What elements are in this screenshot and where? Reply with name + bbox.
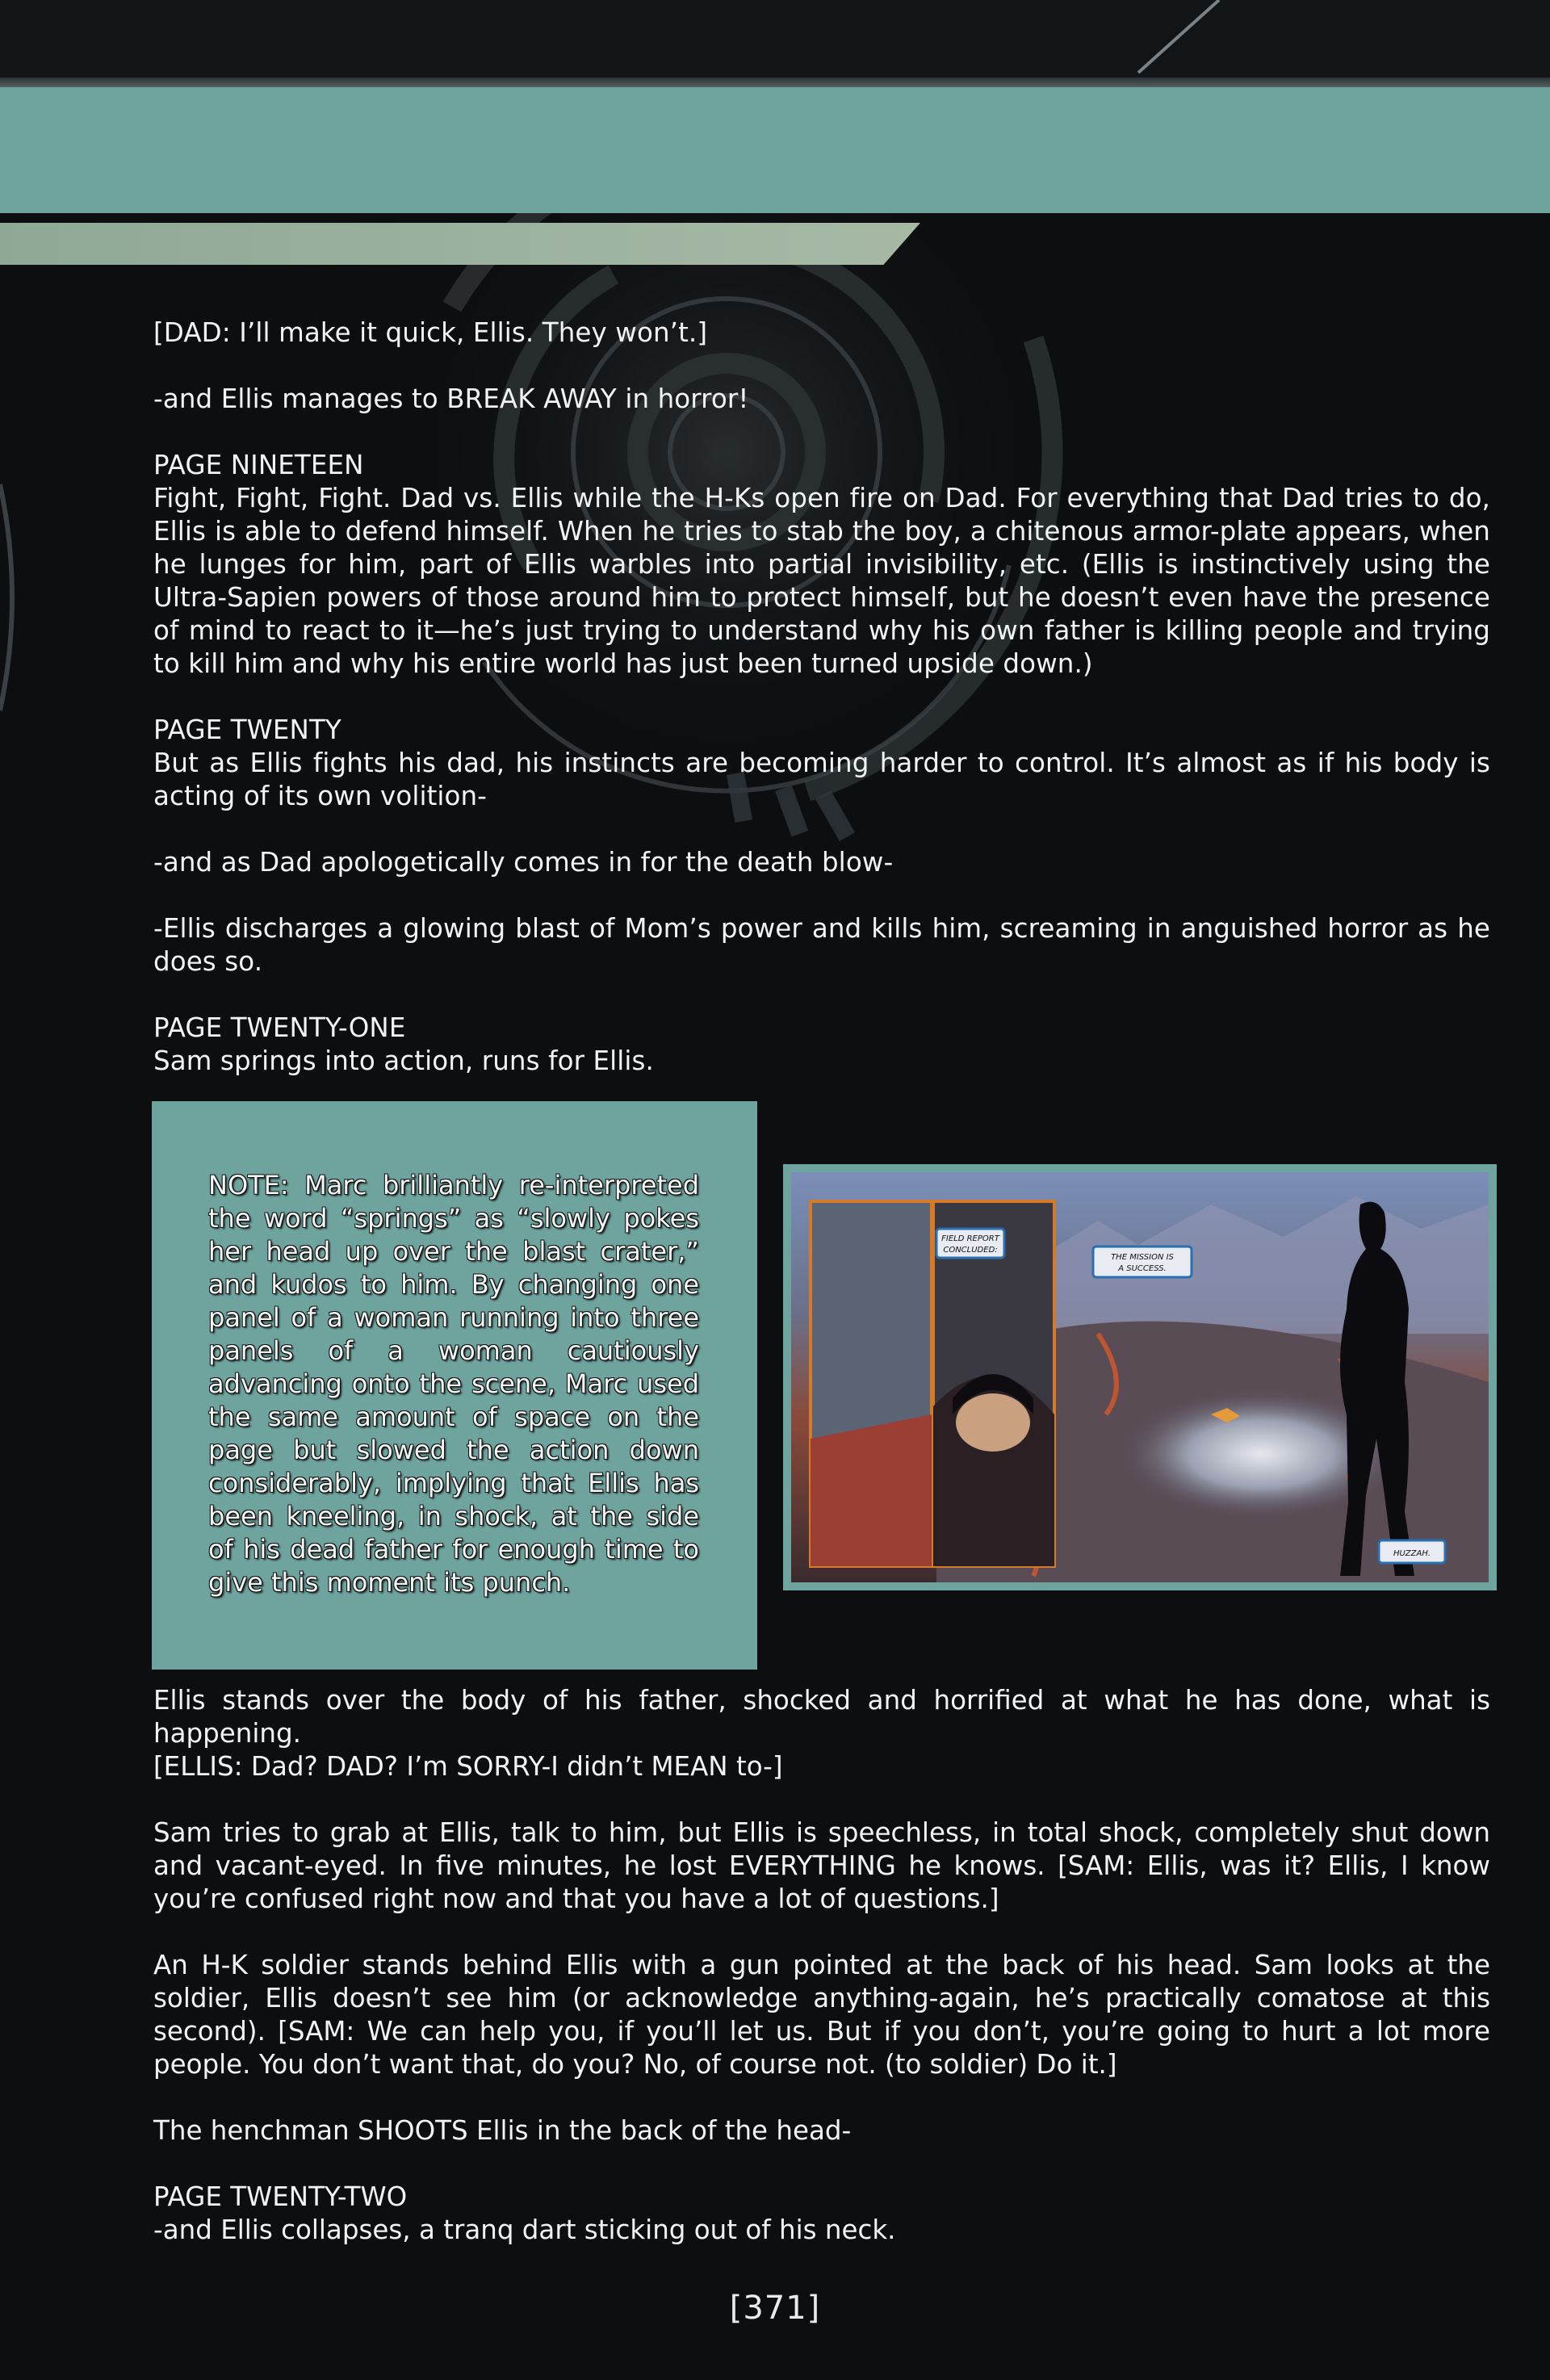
page-twenty-one-text: Sam springs into action, runs for Ellis.	[153, 1045, 654, 1076]
action-blast: -Ellis discharges a glowing blast of Mom’s power and kills him, screaming in anguished horror as he does so.	[153, 913, 1490, 977]
page-heading: PAGE NINETEEN	[153, 450, 364, 480]
page-twenty-section	[153, 714, 1490, 813]
page-heading: PAGE TWENTY-TWO	[153, 2181, 408, 2212]
header-edge	[0, 78, 1550, 87]
page-twenty-two-section	[153, 2181, 1490, 2247]
dialogue-dad: [DAD: I’ll make it quick, Ellis. They won’t.]	[153, 317, 708, 348]
note-text: NOTE: Marc brilliantly re-interpreted the word “springs” as “slowly pokes her head up over the blast crater,” and kudos to him. By changing one panel of a woman running into three panels of a woman cautiously advancing onto the scene, Marc used the same amount of space on the page but slowed the action down considerably, implying that Ellis has been kneeling, in shock, at the side of his dead father for enough time to give this moment its punch.	[208, 1170, 699, 1598]
note-box	[152, 1101, 757, 1670]
svg-text:A SUCCESS.: A SUCCESS.	[1118, 1264, 1167, 1273]
script-text-lower	[153, 1684, 1490, 2280]
comic-panel-frame	[783, 1164, 1497, 1590]
caption-mission	[1093, 1247, 1192, 1277]
header-band	[0, 87, 1550, 213]
action-hk-soldier: An H-K soldier stands behind Ellis with a gun pointed at the back of his head. Sam looks at the soldier, Ellis doesn’t see him (or acknowledge anything-again, he’s practically comatose at this second). [SAM: We can help you, if you’ll let us. But if you don’t, you’re going to hurt a lot more people. You don’t want that, do you? No, of course not. (to soldier) Do it.]	[153, 1950, 1490, 2080]
svg-text:FIELD REPORT: FIELD REPORT	[941, 1234, 999, 1243]
page-twenty-two-text: -and Ellis collapses, a tranq dart sticking out of his neck.	[153, 2214, 896, 2245]
action-ellis-stands	[153, 1684, 1490, 1783]
svg-text:HUZZAH.: HUZZAH.	[1393, 1549, 1431, 1558]
comic-panel-image	[791, 1172, 1489, 1582]
action-sam-grabs: Sam tries to grab at Ellis, talk to him, but Ellis is speechless, in total shock, completely shut down and vacant-eyed. In five minutes, he lost EVERYTHING he knows. [SAM: Ellis, was it? Ellis, I know you’re confused right now and that you have a lot of questions.]	[153, 1817, 1490, 1914]
header-subband	[0, 223, 920, 265]
caption-huzzah	[1379, 1540, 1445, 1563]
page-twenty-text: But as Ellis fights his dad, his instincts are becoming harder to control. It’s almost as if his body is acting of its own volition-	[153, 748, 1490, 811]
page-twenty-one-section	[153, 1012, 1490, 1078]
svg-text:CONCLUDED:: CONCLUDED:	[943, 1246, 998, 1255]
page-number: [371]	[729, 2290, 821, 2327]
action-henchman-shoots: The henchman SHOOTS Ellis in the back of the head-	[153, 2115, 852, 2146]
script-text-upper	[153, 316, 1490, 1111]
caption-field-report	[936, 1229, 1004, 1258]
page-nineteen-section	[153, 449, 1490, 681]
ellis-stands-text: Ellis stands over the body of his father, shocked and horrified at what he has done, what is happening.	[153, 1685, 1490, 1749]
page-heading: PAGE TWENTY	[153, 714, 341, 745]
svg-text:THE MISSION IS: THE MISSION IS	[1111, 1253, 1174, 1262]
dialogue-ellis: [ELLIS: Dad? DAD? I’m SORRY-I didn’t MEAN to-]	[153, 1751, 783, 1782]
page-nineteen-text: Fight, Fight, Fight. Dad vs. Ellis while the H-Ks open fire on Dad. For everything that Dad tries to do, Ellis is able to defend himself. When he tries to stab the boy, a chitenous armor-plate appears, when he lunges for him, part of Ellis warbles into partial invisibility, etc. (Ellis is instinctively using the Ultra-Sapien powers of those around him to protect himself, but he doesn’t even have the presence of mind to react to it—he’s just trying to understand why his own father is killing people and trying to kill him and why his entire world has just been turned upside down.)	[153, 483, 1490, 679]
action-death-blow: -and as Dad apologetically comes in for the death blow-	[153, 847, 894, 878]
action-break-away: -and Ellis manages to BREAK AWAY in horror!	[153, 383, 749, 414]
page-heading: PAGE TWENTY-ONE	[153, 1012, 406, 1043]
